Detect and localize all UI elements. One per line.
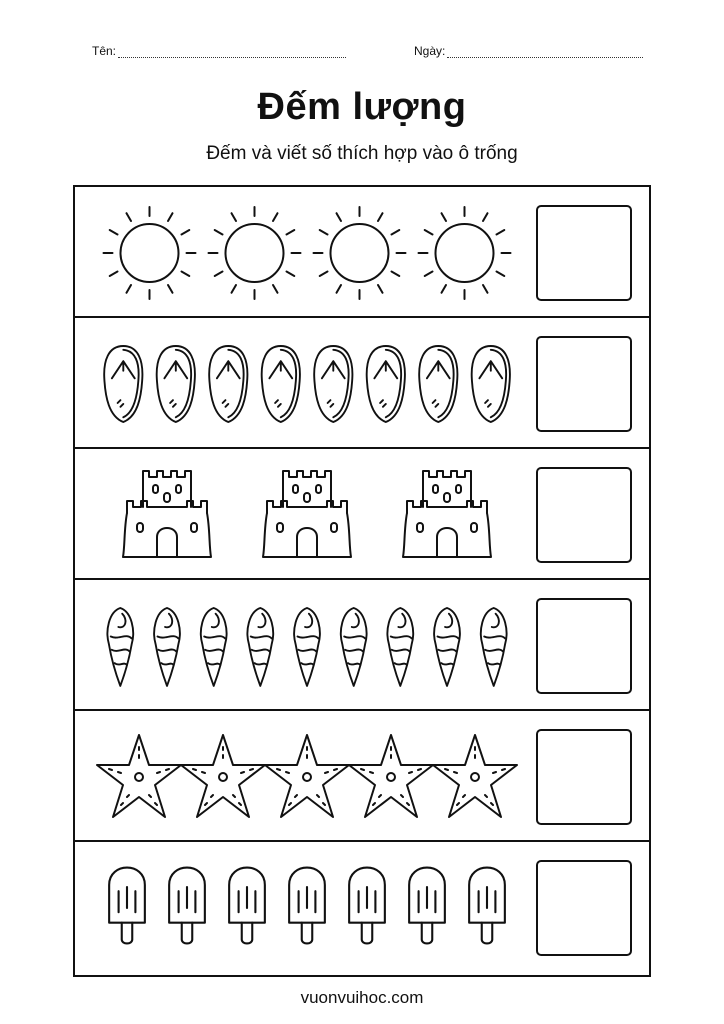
site-footer: vuonvuihoc.com [300, 988, 424, 1007]
flip-flop-icon [367, 346, 405, 422]
starfish-group [75, 711, 535, 842]
sun-group [75, 187, 535, 318]
seashell-icon [387, 608, 413, 686]
flip-flop-icon [209, 346, 247, 422]
page-title: Đếm lượng [257, 86, 467, 128]
flip-flop-icon [314, 346, 352, 422]
name-field[interactable] [92, 44, 346, 58]
sandcastle-icon [263, 471, 351, 557]
popsicle-icon [349, 868, 385, 944]
sun-icon [314, 207, 406, 299]
sandcastle-icon [403, 471, 491, 557]
answer-box-seashell[interactable] [536, 598, 632, 694]
sun-icon [209, 207, 301, 299]
popsicle-icon [409, 868, 445, 944]
flip-flop-icon [157, 346, 195, 422]
counting-row-popsicle [75, 842, 649, 973]
popsicle-icon [169, 868, 205, 944]
instruction-text: Đếm và viết số thích hợp vào ô trống [206, 143, 518, 164]
seashell-icon [341, 608, 367, 686]
seashell-icon [481, 608, 507, 686]
starfish-icon [349, 735, 433, 817]
sun-icon [104, 207, 196, 299]
popsicle-icon [469, 868, 505, 944]
date-label: Ngày: [414, 44, 446, 58]
starfish-icon [265, 735, 349, 817]
seashell-icon [434, 608, 460, 686]
seashell-group [75, 580, 535, 711]
seashell-icon [247, 608, 273, 686]
counting-row-seashell [75, 580, 649, 711]
seashell-icon [107, 608, 133, 686]
starfish-icon [97, 735, 181, 817]
name-line[interactable] [118, 45, 346, 58]
starfish-icon [433, 735, 517, 817]
flip-flop-icon [419, 346, 457, 422]
sun-icon [419, 207, 511, 299]
sandcastle-icon [123, 471, 211, 557]
date-field[interactable] [414, 44, 643, 58]
popsicle-icon [109, 868, 145, 944]
flip-flop-group [75, 318, 535, 449]
answer-box-starfish[interactable] [536, 729, 632, 825]
starfish-icon [181, 735, 265, 817]
seashell-icon [154, 608, 180, 686]
flip-flop-icon [472, 346, 510, 422]
answer-box-flip-flop[interactable] [536, 336, 632, 432]
answer-box-sun[interactable] [536, 205, 632, 301]
flip-flop-icon [104, 346, 142, 422]
popsicle-icon [289, 868, 325, 944]
popsicle-group [75, 842, 535, 973]
counting-grid [73, 185, 651, 977]
flip-flop-icon [262, 346, 300, 422]
counting-row-flip-flop [75, 318, 649, 449]
counting-row-sandcastle [75, 449, 649, 580]
answer-box-sandcastle[interactable] [536, 467, 632, 563]
popsicle-icon [229, 868, 265, 944]
counting-row-starfish [75, 711, 649, 842]
answer-box-popsicle[interactable] [536, 860, 632, 956]
sandcastle-group [75, 449, 535, 580]
date-line[interactable] [447, 45, 643, 58]
name-label: Tên: [92, 44, 117, 58]
counting-row-sun [75, 187, 649, 318]
seashell-icon [294, 608, 320, 686]
seashell-icon [201, 608, 227, 686]
